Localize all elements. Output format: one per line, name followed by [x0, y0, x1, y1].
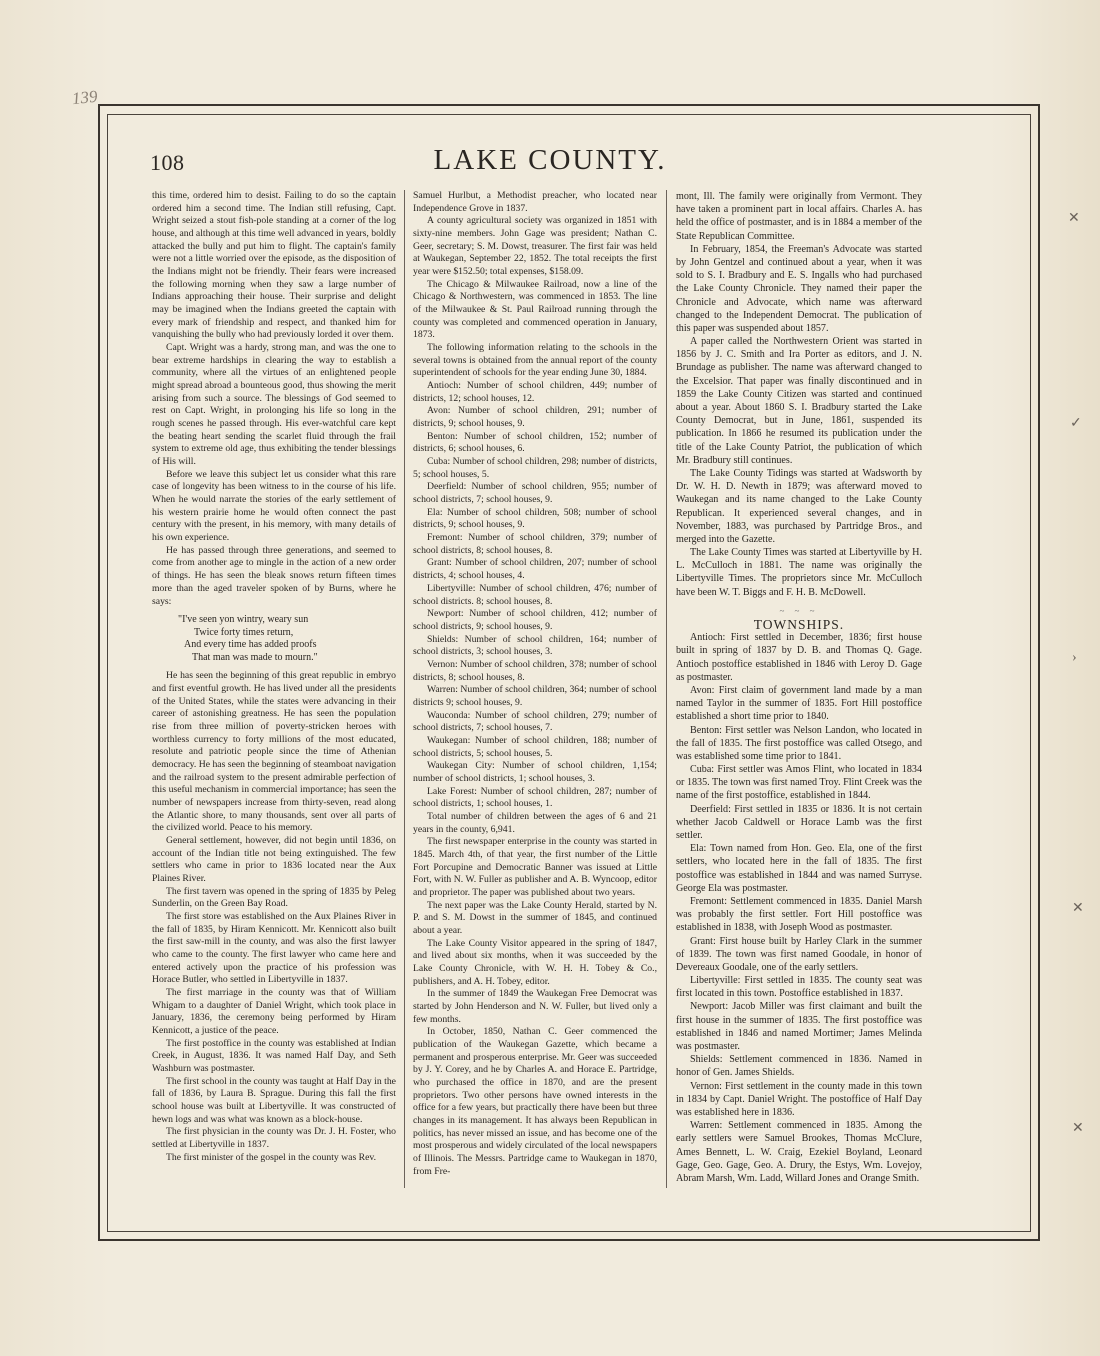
township-entry: Benton: First settler was Nelson Landon, who located in the fall of 1835. The first postoffice was called Otsego, and was established some time prior to 1841.	[676, 724, 922, 762]
quote-line: And every time has added proofs	[184, 639, 317, 651]
paragraph: The next paper was the Lake County Herald, started by N. P. and S. M. Dowst in the summer of 1845, and continued about a year.	[413, 899, 657, 936]
paragraph: The first postoffice in the county was established at Indian Creek, in August, 1836. It was named Half Day, and Seth Washburn was postmaster.	[152, 1037, 396, 1074]
paragraph: The following information relating to the schools in the several towns is obtained from the annual report of the county superintendent of schools for the year ending June 30, 1884.	[413, 342, 657, 379]
school-entry: Wauconda: Number of school children, 279; number of school districts, 7; school houses, 7.	[413, 709, 657, 734]
school-entry: Shields: Number of school children, 164; number of school districts, 3; school houses, 3.	[413, 633, 657, 658]
margin-mark: ✕	[1072, 1121, 1084, 1136]
school-entry: Waukegan City: Number of school children, 1,154; number of school districts, 1; school houses, 3.	[413, 760, 657, 784]
school-entry: Antioch: Number of school children, 449; number of districts, 12; school houses, 12.	[413, 380, 657, 404]
school-entry: Avon: Number of school children, 291; number of districts, 9; school houses, 9.	[413, 405, 657, 430]
school-entry: Deerfield: Number of school children, 955; number of school districts, 7; school houses, 9.	[413, 481, 657, 506]
paragraph: A county agricultural society was organized in 1851 with sixty-nine members. John Gage was president; Nathan C. Geer, secretary; S. M. Dowst, treasurer. The first fair was held at Waukegan, September 22, 1852. The total receipts the first year were $152.50; total expenses, $158.09.	[413, 215, 657, 278]
paragraph: He has passed through three generations, and seemed to come from another age to mingle in the action of a new order of things. He has seen the bleak snows return fifteen times more than the aged traveler spoken of by Burns, where he says:	[152, 544, 396, 607]
column-1	[152, 190, 396, 1164]
page-title: LAKE COUNTY.	[433, 144, 667, 176]
townships-heading: TOWNSHIPS.	[753, 617, 845, 632]
quote-line: That man was made to mourn."	[192, 651, 318, 663]
paragraph: In February, 1854, the Freeman's Advocate was started by John Gentzel and continued about a year, when it was sold to S. I. Bradbury and E. S. Ingalls who had purchased the Lake County Chronicle. They named their paper the Chronicle and Advocate, which name was afterward changed to the Independent Democrat. The publication of this paper was suspended about 1857.	[676, 243, 922, 334]
paragraph: The Chicago & Milwaukee Railroad, now a line of the Chicago & Northwestern, was commenced in 1853. The line of the Milwaukee & St. Paul Railroad running through the county was completed and commenced operation in January, 1873.	[413, 278, 657, 341]
paragraph: A paper called the Northwestern Orient was started in 1856 by J. C. Smith and Ira Porter as editors, and J. N. Brundage as publisher. The name was afterward changed to the Excelsior. That paper was finally discontinued and in 1859 the Lake County Citizen was started and continued about a year. About 1860 S. I. Bradbury started the Lake County Democrat, but in June, 1861, suspended its publication. In 1866 he resumed its publication under the title of the Lake County Patriot, the publication of which Mr. Bradbury still continues.	[676, 336, 922, 466]
township-entry: Newport: Jacob Miller was first claimant and built the first house in the summer of 1835. The first postoffice was established in 1846 and named Mortimer; James Melinda was postmaster.	[676, 1001, 922, 1052]
township-entry: Shields: Settlement commenced in 1836. Named in honor of Gen. James Shields.	[676, 1054, 922, 1079]
township-entry: Ela: Town named from Hon. Geo. Ela, one of the first settlers, who located here in the fall of 1835. The first postoffice was established in 1844 and was named Surryse. George Ela was postmaster.	[676, 843, 922, 894]
school-entry: Benton: Number of school children, 152; number of districts, 6; school houses, 6.	[413, 430, 657, 455]
margin-mark: ✕	[1072, 901, 1084, 916]
paragraph: Samuel Hurlbut, a Methodist preacher, who located near Independence Grove in 1837.	[413, 190, 657, 214]
school-entry: Warren: Number of school children, 364; number of school districts 9; school houses, 9.	[413, 684, 657, 708]
school-entry: Lake Forest: Number of school children, 287; number of school districts, 1; school houses, 1.	[413, 785, 657, 810]
margin-mark: ✓	[1070, 416, 1082, 431]
section-ornament: ~ ~ ~	[779, 605, 819, 616]
margin-mark: ✕	[1068, 211, 1080, 226]
paragraph: Before we leave this subject let us consider what this rare case of longevity has been witness to in the course of his life. When he would narrate the stories of the early settlement of his western prairie home he would often connect the past century with the present, in his memory, with many details of his own experience.	[152, 468, 396, 544]
paragraph: The first physician in the county was Dr. J. H. Foster, who settled at Libertyville in 1837.	[152, 1126, 396, 1151]
paragraph: The Lake County Times was started at Libertyville by H. L. McCulloch in 1881. The name was originally the Libertyville Times. The proprietors since Mr. McCulloch have been W. T. Biggs and F. H. B. McDowell.	[676, 547, 922, 598]
township-entry: Avon: First claim of government land made by a man named Taylor in the summer of 1835. Fort Hill postoffice established a short time prior to 1840.	[676, 684, 922, 723]
school-entry: Cuba: Number of school children, 298; number of districts, 5; school houses, 5.	[413, 456, 657, 480]
paragraph: The first newspaper enterprise in the county was started in 1845. March 4th, of that year, the first number of the Little Fort Porcupine and Democratic Banner was issued at Little Fort, with N. W. Fuller as publisher and A. B. Wyncoop, editor and proprietor. The paper was published about two years.	[413, 836, 657, 898]
quote-line: Twice forty times return,	[194, 626, 294, 638]
burns-quote	[152, 614, 396, 664]
township-entry: Libertyville: First settled in 1835. The county seat was first located in this town. Postoffice established in 1837.	[676, 975, 922, 1000]
township-entry: Deerfield: First settled in 1835 or 1836. It is not certain whether Jacob Caldwell or Horace Lamb was the first settler.	[676, 803, 922, 841]
paragraph: The first marriage in the county was that of William Whigam to a daughter of Daniel Wright, which took place in January, 1836, the ceremony being performed by Hiram Kennicott, a justice of the peace.	[152, 986, 396, 1036]
school-entry: Newport: Number of school children, 412; number of school districts, 9; school houses, 9.	[413, 608, 657, 632]
paragraph: this time, ordered him to desist. Failing to do so the captain ordered him a second time. The Indian still refusing, Capt. Wright seized a stout fish-pole standing at a corner of the log house, and although at this time well advanced in years, boldly attacked the bully and put him to flight. The captain's family were not a little worried over the episode, as the disposition of the Indians might not be friendly. Their fears were increased the following morning when they saw a large number of Indians approaching their house. Their surprise and delight may be imagined when the Indians greeted the captain with every mark of friendship and respect, and thanked him for vanquishing the bully who had previously lorded it over them.	[152, 190, 396, 341]
paragraph: General settlement, however, did not begin until 1836, on account of the Indian title not being extinguished. The few settlers who came in prior to 1836 located near the Aux Plaines River.	[152, 834, 396, 884]
column-rule	[404, 190, 405, 1188]
page-number: 108	[150, 150, 185, 175]
township-entry: Cuba: First settler was Amos Flint, who located in 1834 or 1835. The town was first named Troy. Flint Creek was the name of the first postoffice, established in 1844.	[676, 764, 922, 802]
township-entry: Antioch: First settled in December, 1836; first house built in spring of 1837 by D. B. and Thomas Q. Gage. Antioch postoffice established in 1846 with Leroy D. Gage as postmaster.	[676, 632, 922, 683]
paragraph: He has seen the beginning of this great republic in embryo and first eventful growth. He has lived under all the presidents of the United States, while the states were advancing in their career of astonishing greatness. He has seen the population rise from three million of poverty-stricken heroes with worthless currency to forty millions of the most educated, resolute and patriotic people since the time of Athenian democracy. He has seen the beginning of steamboat navigation and the railroad system to the present admirable perfection of this useful mechanism in commercial importance; has seen the number of newspapers increase from thirty-seven, read along the Atlantic shore, to many thousands, sent over all parts of the civilized world. Peace to his memory.	[152, 670, 396, 834]
township-entry: Fremont: Settlement commenced in 1835. Daniel Marsh was probably the first settler. Fort Hill postoffice was established in 1838, with Joseph Wood as postmaster.	[676, 895, 922, 934]
township-entry: Grant: First house built by Harley Clark in the summer of 1839. The town was first named Goodale, in honor of Devereaux Goodale, one of the early settlers.	[676, 935, 922, 973]
township-entry: Vernon: First settlement in the county made in this town in 1834 by Capt. Daniel Wright. The postoffice of Half Day was established here in 1836.	[676, 1080, 922, 1118]
quote-line: "I've seen yon wintry, weary sun	[178, 614, 309, 626]
paragraph: In October, 1850, Nathan C. Geer commenced the publication of the Waukegan Gazette, which became a permanent and prosperous enterprise. Mr. Geer was succeeded by J. Y. Corey, and he by Charles A. and Horace E. Partridge, who purchased the office in 1870, and are the present proprietors. Two other persons have owned interests in the office for a few years, but practically there have been but three changes in its management. It has always been Republican in politics, has never missed an issue, and has become one of the most prosperous and widely circulated of the local newspapers of Illinois. The Messrs. Partridge came to Waukegan in 1870, from Fre-	[413, 1026, 657, 1177]
paragraph: The first tavern was opened in the spring of 1835 by Peleg Sunderlin, on the Green Bay Road.	[152, 885, 396, 910]
school-entry: Libertyville: Number of school children, 476; number of school districts. 8; school houses, 8.	[413, 582, 657, 607]
pencil-annotation: 139	[71, 86, 99, 109]
school-entry: Waukegan: Number of school children, 188; number of school districts, 5; school houses, 5.	[413, 734, 657, 759]
paragraph: Capt. Wright was a hardy, strong man, and was the one to bear extreme hardships in clearing the way to establish a community, where all the virtues of an enlightened people might spread abroad a bounteous good, thus showing the merit arising from such a source. The blessings of God seemed to rest on Capt. Wright, in prolonging his life so long in the rough scenes he passed through. His ever-watchful care kept the beating heart sending the scarlet fluid through the frail system to extreme old age, thus exhibiting the tender blessings of His will.	[152, 342, 396, 468]
paragraph: The first school in the county was taught at Half Day in the fall of 1836, by Laura B. Sprague. During this fall the first school house was built at Libertyville. It was constructed of hewn logs and was what was known as a block-house.	[152, 1075, 396, 1125]
paragraph: Total number of children between the ages of 6 and 21 years in the county, 6,941.	[413, 810, 657, 835]
paragraph: The Lake County Tidings was started at Wadsworth by Dr. W. H. D. Newth in 1879; was afterward moved to Waukegan and its name changed to the Lake County Republican. It experienced several changes, and in November, 1883, was purchased by Partridge Bros., and merged into the Gazette.	[676, 467, 922, 545]
school-entry: Grant: Number of school children, 207; number of school districts, 4; school houses, 4.	[413, 557, 657, 582]
column-3	[676, 190, 922, 1185]
paragraph: In the summer of 1849 the Waukegan Free Democrat was started by John Henderson and N. W. Fuller, but lived only a few months.	[413, 988, 657, 1025]
school-entry: Ela: Number of school children, 508; number of school districts, 9; school houses, 9.	[413, 506, 657, 531]
column-2	[413, 190, 657, 1178]
margin-mark: ›	[1072, 650, 1077, 665]
paragraph: The first store was established on the Aux Plaines River in the fall of 1835, by Hiram Kennicott. Mr. Kennicott also built the first saw-mill in the county, and was also the first lawyer who came to the county. The first lawyer who came here and entered actively upon the practice of his profession was Horace Butler, who settled in Libertyville in 1837.	[152, 910, 396, 986]
township-entry: Warren: Settlement commenced in 1835. Among the early settlers were Samuel Brookes, Thomas McClure, Ames Bennett, L. W. Craig, Ezekiel Boyland, Leonard Gage, Geo. Gage, Geo. A. Drury, the Estys, Wm. Lovejoy, Abram Marsh, Wm. Ladd, Willard Jones and Orange Smith.	[676, 1120, 922, 1184]
column-rule	[666, 190, 667, 1188]
school-entry: Fremont: Number of school children, 379; number of school districts, 8; school houses, 8.	[413, 532, 657, 556]
paragraph: The first minister of the gospel in the county was Rev.	[166, 1151, 377, 1163]
paragraph: The Lake County Visitor appeared in the spring of 1847, and lived about six months, when it was succeeded by the Lake County Chronicle, with W. H. H. Tobey & Co., publishers, and A. H. Tobey, editor.	[413, 937, 657, 987]
school-entry: Vernon: Number of school children, 378; number of school districts, 8; school houses, 8.	[413, 658, 657, 683]
paragraph: mont, Ill. The family were originally from Vermont. They have taken a prominent part in local affairs. Charles A. has held the office of postmaster, and is in 1884 a member of the State Republican Committee.	[676, 191, 922, 242]
